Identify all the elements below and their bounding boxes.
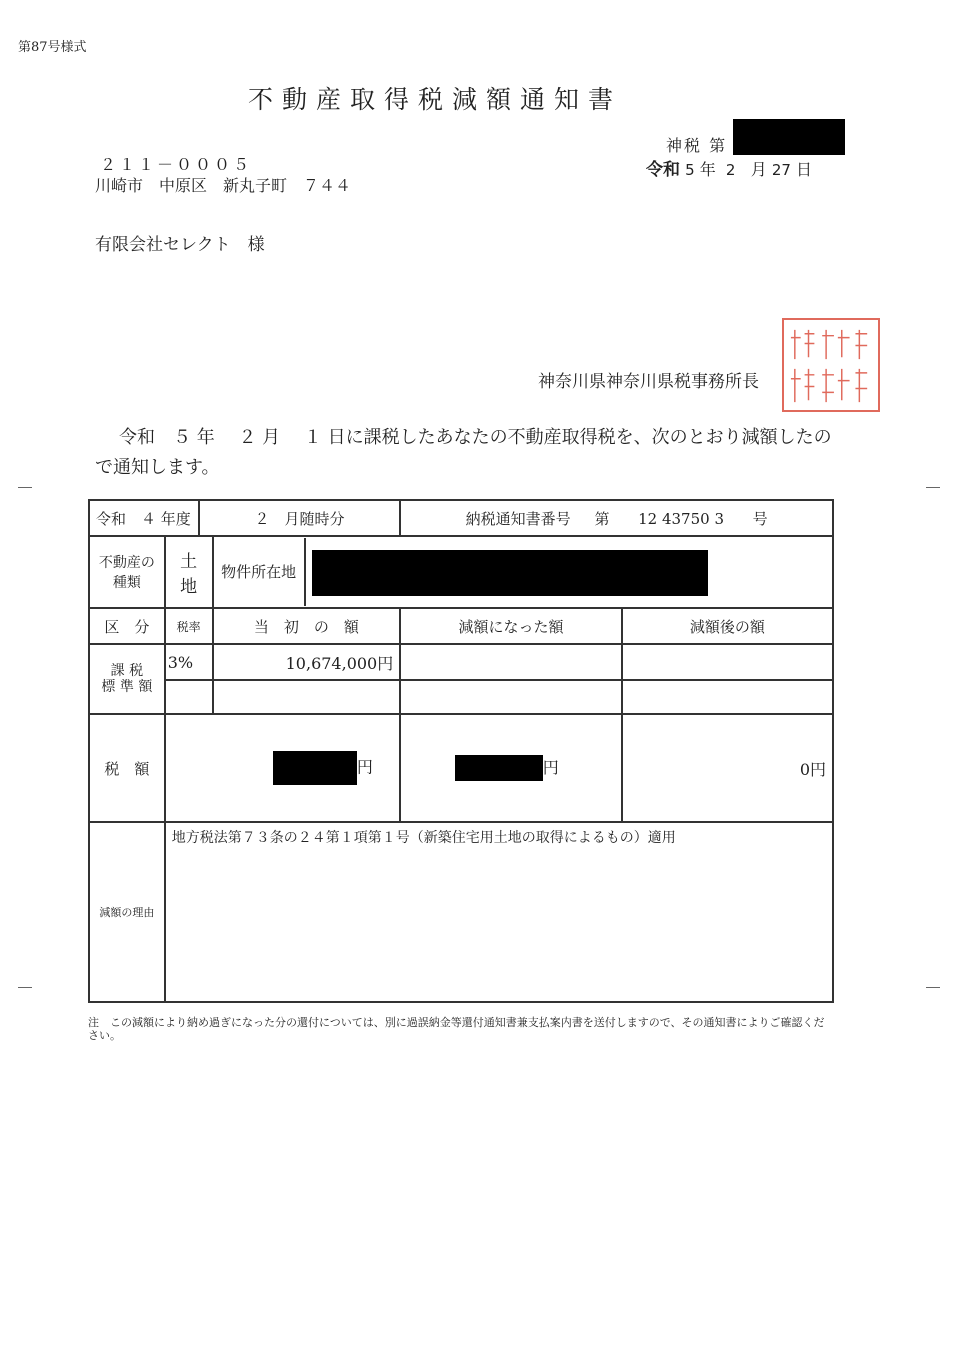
redacted-location (312, 550, 708, 596)
empty-cell (213, 680, 401, 714)
tax-rate: 3% (165, 644, 213, 680)
issuer-name: 神奈川県神奈川県税事務所長 (538, 372, 759, 392)
installment: ２ 月随時分 (199, 500, 401, 536)
punch-mark (18, 487, 32, 488)
issue-date (646, 155, 812, 180)
table-row (89, 500, 833, 536)
after-tax-base (622, 644, 833, 680)
date-day: 27 (771, 161, 791, 179)
reduced-tax-base (400, 644, 621, 680)
category-label: 区 分 (89, 608, 165, 644)
notice-number (666, 133, 727, 156)
form-number: 第87号様式 (18, 40, 87, 55)
date-era: 令和 (646, 160, 680, 180)
reduced-tax-amount (400, 714, 621, 822)
after-label: 減額後の額 (622, 608, 833, 644)
tax-base-label: 課 税 標 準 額 (89, 644, 165, 714)
date-month: 2 (725, 161, 736, 179)
date-day-unit: 日 (796, 160, 813, 179)
official-seal (782, 318, 880, 412)
initial-tax-amount (165, 714, 401, 822)
punch-mark (18, 987, 32, 988)
recipient-address: 川崎市 中原区 新丸子町 ７４４ (95, 176, 352, 195)
initial-tax-base: 10,674,000円 (213, 644, 401, 680)
table-row (89, 680, 833, 714)
redacted-notice-number (733, 119, 845, 155)
rate-label: 税率 (165, 608, 213, 644)
footnote: 注 この減額により納め過ぎになった分の還付については、別に過誤納金等還付通知書兼支払案内書を送付しますので、その通知書によりご確認ください。 (88, 1016, 825, 1042)
redacted-reduced-tax (455, 755, 543, 781)
tax-amount-label: 税 額 (89, 714, 165, 822)
date-month-unit: 月 (750, 160, 767, 179)
notice-number-value: 12 43750 3 (638, 509, 724, 528)
empty-cell (400, 680, 621, 714)
empty-cell (165, 680, 213, 714)
reduced-label: 減額になった額 (400, 608, 621, 644)
table-row (89, 822, 833, 1002)
lead-paragraph (95, 423, 835, 483)
reason-text: 地方税法第７３条の２４第１項第１号（新築住宅用土地の取得によるもの）適用 (165, 822, 833, 1002)
document-title: 不動産取得税減額通知書 (248, 85, 623, 114)
fiscal-year: 令和 ４ 年度 (89, 500, 199, 536)
date-year: 5 (685, 161, 695, 179)
punch-mark (926, 987, 940, 988)
initial-label: 当 初 の 額 (213, 608, 401, 644)
property-type-label: 不動産の種類 (89, 536, 165, 608)
location-cell (213, 536, 833, 608)
notice-number-prefix: 神税 第 (666, 136, 728, 155)
reduction-table (88, 499, 834, 1003)
table-row (89, 536, 833, 608)
recipient-name: 有限会社セレクト 様 (95, 235, 265, 255)
notice-number-suffix: 号 (752, 509, 768, 528)
seal-mark-icon (787, 323, 875, 409)
notice-number-label: 納税通知書番号 (465, 509, 571, 528)
table-row (89, 644, 833, 680)
after-tax-amount: 0円 (622, 714, 833, 822)
table-row (89, 714, 833, 822)
property-type: 土地 (165, 536, 213, 608)
yen-unit: 円 (356, 757, 373, 777)
yen-unit: 円 (542, 757, 559, 777)
reason-label: 減額の理由 (89, 822, 165, 1002)
redacted-initial-tax (273, 751, 357, 785)
notice-number-cell (400, 500, 833, 536)
lead-text: 令和 ５ 年 ２ 月 １ 日に課税したあなたの不動産取得税を、次のとおり減額したので通知します。 (95, 427, 832, 478)
table-row (89, 608, 833, 644)
notice-number-prefix-cell: 第 (594, 509, 610, 528)
recipient-zip: ２１１－０００５ (100, 155, 253, 174)
date-year-unit: 年 (699, 160, 716, 179)
punch-mark (926, 487, 940, 488)
empty-cell (622, 680, 833, 714)
location-label: 物件所在地 (214, 538, 306, 606)
